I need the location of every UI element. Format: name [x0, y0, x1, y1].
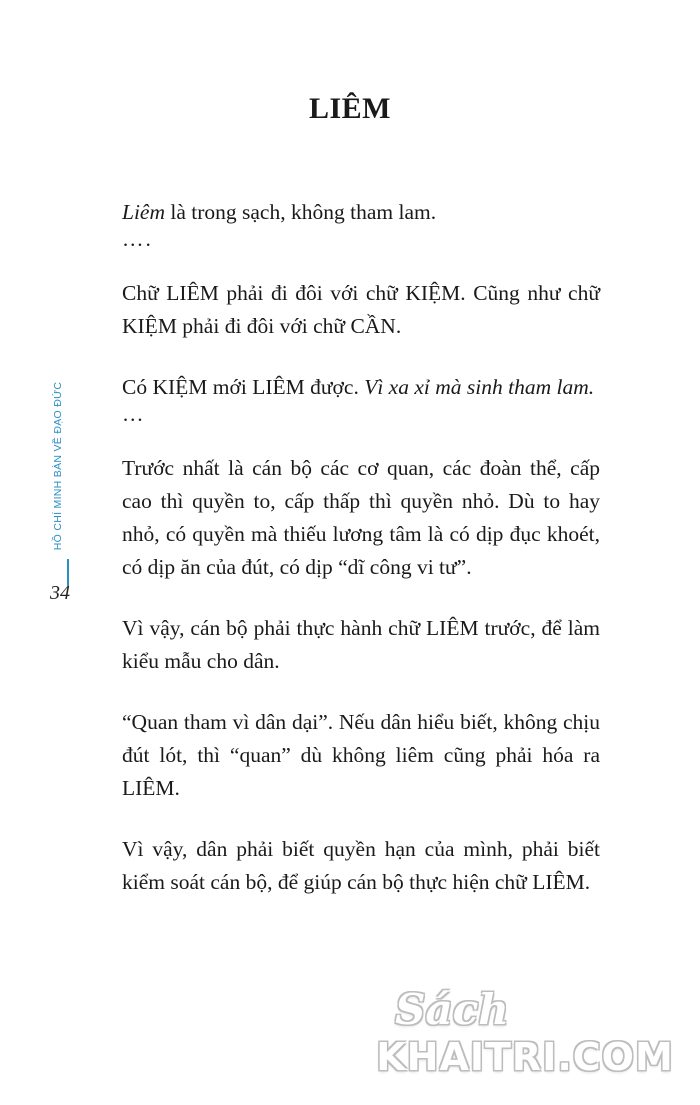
- chapter-title: LIÊM: [308, 92, 391, 125]
- body-text: [122, 196, 600, 927]
- paragraph-3: [122, 371, 600, 404]
- ellipsis-1: ….: [122, 227, 153, 251]
- ellipsis-2: …: [122, 402, 146, 426]
- paragraph-4: Trước nhất là cán bộ các cơ quan, các đoàn thể, cấp cao thì quyền to, cấp thấp thì quyền nhỏ. Dù to hay nhỏ, có quyền mà thiếu lương tâm là có dịp đục khoét, có dịp ăn của đút, có dịp “dĩ công vi tư”.: [122, 456, 600, 579]
- watermark-logo: [360, 985, 690, 1095]
- running-head-text: HỒ CHÍ MINH BÀN VỀ ĐẠO ĐỨC: [52, 381, 64, 551]
- paragraph-5: Vì vậy, cán bộ phải thực hành chữ LIÊM trước, để làm kiểu mẫu cho dân.: [122, 616, 600, 673]
- paragraph-1: [122, 196, 600, 229]
- watermark-main: KHAITRI.COM: [376, 1035, 674, 1079]
- paragraph-1-text: là trong sạch, không tham lam.: [165, 200, 437, 224]
- paragraph-6: “Quan tham vì dân dại”. Nếu dân hiểu biết, không chịu đút lót, thì “quan” dù không liêm cũng phải hóa ra LIÊM.: [122, 710, 600, 800]
- paragraph-3-text: Có KIỆM mới LIÊM được.: [122, 375, 365, 399]
- paragraph-1-emphasis: Liêm: [122, 200, 165, 224]
- page-number: 34: [50, 582, 70, 604]
- paragraph-7: Vì vậy, dân phải biết quyền hạn của mình, phải biết kiểm soát cán bộ, để giúp cán bộ thực hiện chữ LIÊM.: [122, 837, 600, 894]
- watermark-script: Sách: [395, 985, 509, 1034]
- paragraph-2: Chữ LIÊM phải đi đôi với chữ KIỆM. Cũng như chữ KIỆM phải đi đôi với chữ CẦN.: [122, 281, 600, 338]
- paragraph-3-emphasis: Vì xa xỉ mà sinh tham lam.: [364, 375, 595, 399]
